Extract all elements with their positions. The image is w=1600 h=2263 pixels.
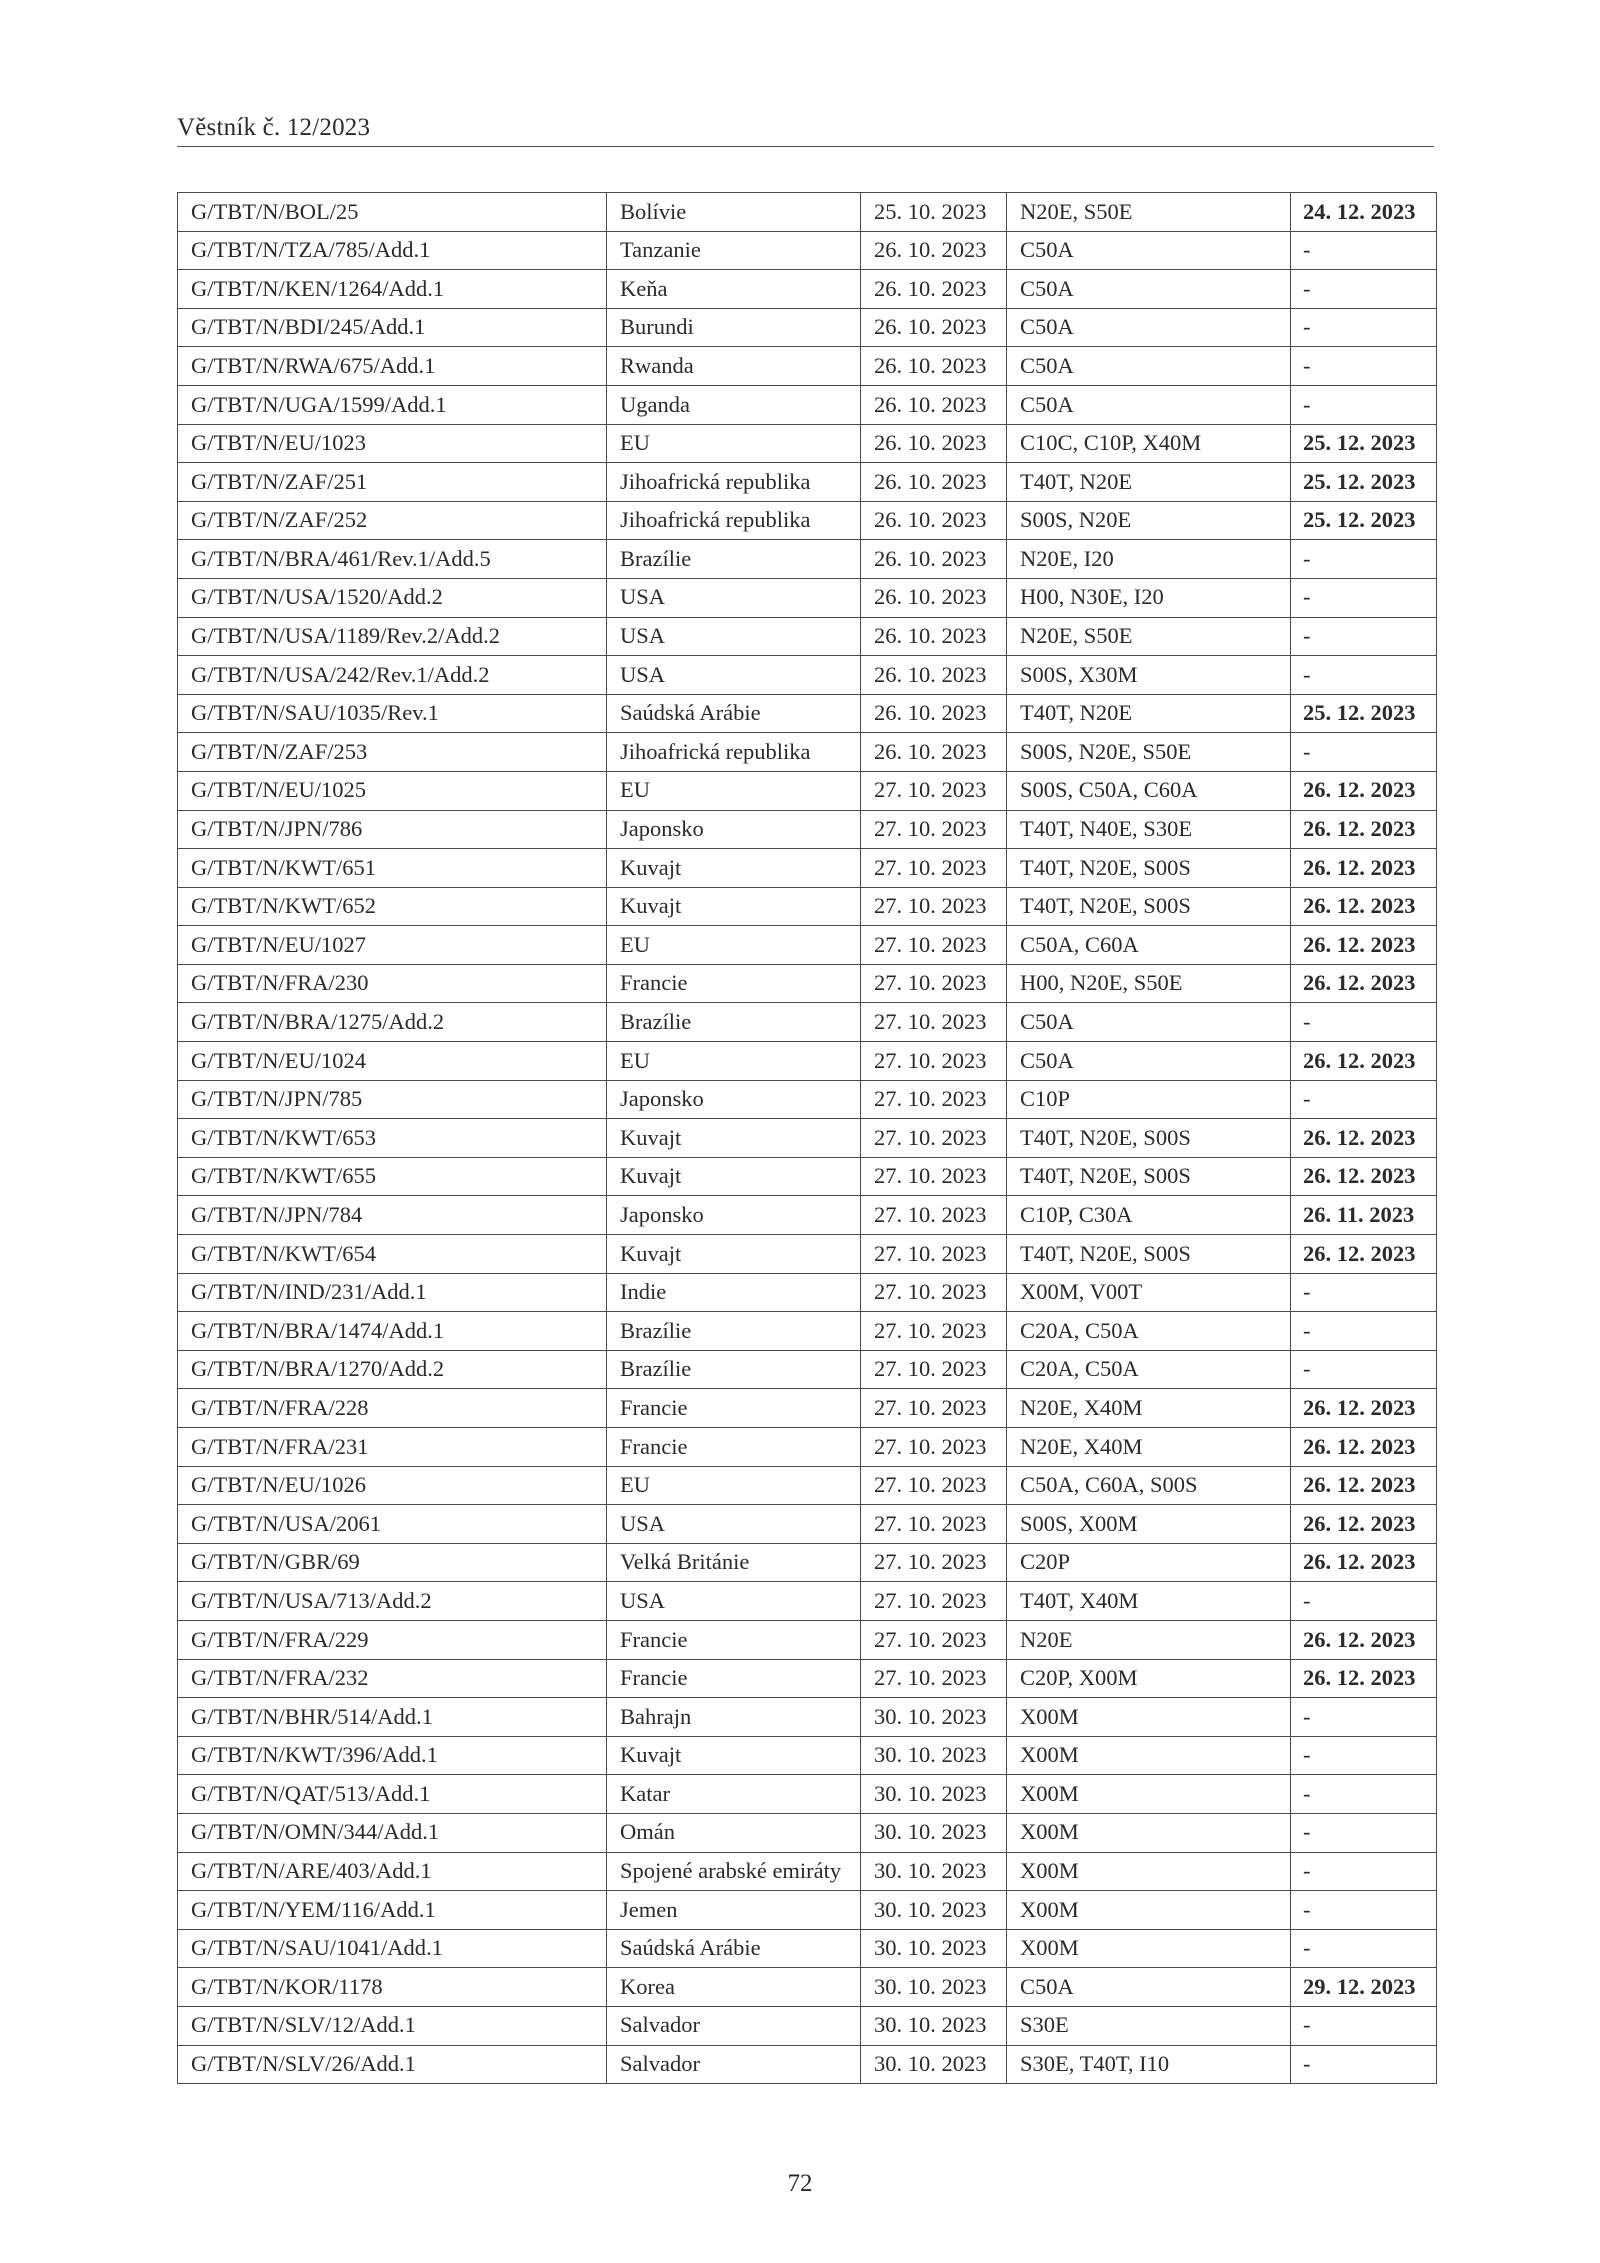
cell-document-symbol: G/TBT/N/ZAF/253 bbox=[178, 733, 607, 772]
cell-date: 26. 10. 2023 bbox=[861, 656, 1007, 695]
cell-comment-deadline: - bbox=[1291, 308, 1437, 347]
cell-member: Brazílie bbox=[607, 1003, 861, 1042]
cell-ics-codes: H00, N20E, S50E bbox=[1007, 964, 1291, 1003]
cell-comment-deadline: 26. 12. 2023 bbox=[1291, 1505, 1437, 1544]
cell-member: EU bbox=[607, 424, 861, 463]
cell-date: 26. 10. 2023 bbox=[861, 308, 1007, 347]
cell-member: Francie bbox=[607, 1620, 861, 1659]
page-number: 72 bbox=[787, 2170, 813, 2197]
cell-comment-deadline: - bbox=[1291, 2045, 1437, 2084]
cell-ics-codes: C50A bbox=[1007, 1003, 1291, 1042]
cell-document-symbol: G/TBT/N/ARE/403/Add.1 bbox=[178, 1852, 607, 1891]
cell-date: 30. 10. 2023 bbox=[861, 1968, 1007, 2007]
cell-ics-codes: X00M bbox=[1007, 1736, 1291, 1775]
table-row bbox=[178, 964, 1437, 1003]
cell-ics-codes: N20E, X40M bbox=[1007, 1389, 1291, 1428]
cell-comment-deadline: 26. 12. 2023 bbox=[1291, 771, 1437, 810]
cell-member: Brazílie bbox=[607, 1350, 861, 1389]
cell-ics-codes: C20A, C50A bbox=[1007, 1312, 1291, 1351]
cell-member: Saúdská Arábie bbox=[607, 1929, 861, 1968]
cell-date: 27. 10. 2023 bbox=[861, 1003, 1007, 1042]
table-row bbox=[178, 810, 1437, 849]
cell-date: 30. 10. 2023 bbox=[861, 1698, 1007, 1737]
table-row bbox=[178, 501, 1437, 540]
table-row bbox=[178, 1042, 1437, 1081]
cell-document-symbol: G/TBT/N/UGA/1599/Add.1 bbox=[178, 385, 607, 424]
table-row bbox=[178, 231, 1437, 270]
cell-ics-codes: T40T, N20E bbox=[1007, 463, 1291, 502]
table-row bbox=[178, 1582, 1437, 1621]
table-row bbox=[178, 1312, 1437, 1351]
cell-date: 27. 10. 2023 bbox=[861, 1428, 1007, 1467]
cell-date: 27. 10. 2023 bbox=[861, 1273, 1007, 1312]
cell-ics-codes: N20E, S50E bbox=[1007, 193, 1291, 232]
cell-date: 27. 10. 2023 bbox=[861, 1389, 1007, 1428]
cell-date: 27. 10. 2023 bbox=[861, 964, 1007, 1003]
cell-member: Francie bbox=[607, 1428, 861, 1467]
cell-date: 26. 10. 2023 bbox=[861, 463, 1007, 502]
cell-date: 26. 10. 2023 bbox=[861, 231, 1007, 270]
cell-comment-deadline: 24. 12. 2023 bbox=[1291, 193, 1437, 232]
cell-document-symbol: G/TBT/N/FRA/231 bbox=[178, 1428, 607, 1467]
cell-comment-deadline: - bbox=[1291, 347, 1437, 386]
table-row bbox=[178, 1119, 1437, 1158]
cell-document-symbol: G/TBT/N/FRA/232 bbox=[178, 1659, 607, 1698]
table-row bbox=[178, 270, 1437, 309]
notification-table-body bbox=[178, 193, 1437, 2084]
cell-document-symbol: G/TBT/N/TZA/785/Add.1 bbox=[178, 231, 607, 270]
table-row bbox=[178, 1157, 1437, 1196]
cell-date: 26. 10. 2023 bbox=[861, 501, 1007, 540]
cell-comment-deadline: - bbox=[1291, 1929, 1437, 1968]
table-row bbox=[178, 1736, 1437, 1775]
cell-date: 26. 10. 2023 bbox=[861, 347, 1007, 386]
bulletin-title: Věstník č. 12/2023 bbox=[177, 114, 371, 141]
table-row bbox=[178, 1543, 1437, 1582]
table-row bbox=[178, 1080, 1437, 1119]
cell-date: 30. 10. 2023 bbox=[861, 1929, 1007, 1968]
cell-comment-deadline: - bbox=[1291, 1350, 1437, 1389]
cell-date: 26. 10. 2023 bbox=[861, 424, 1007, 463]
cell-comment-deadline: 29. 12. 2023 bbox=[1291, 1968, 1437, 2007]
cell-ics-codes: T40T, N20E, S00S bbox=[1007, 849, 1291, 888]
cell-comment-deadline: - bbox=[1291, 1775, 1437, 1814]
cell-document-symbol: G/TBT/N/BRA/1270/Add.2 bbox=[178, 1350, 607, 1389]
cell-document-symbol: G/TBT/N/KOR/1178 bbox=[178, 1968, 607, 2007]
cell-date: 27. 10. 2023 bbox=[861, 849, 1007, 888]
cell-date: 26. 10. 2023 bbox=[861, 540, 1007, 579]
cell-comment-deadline: 26. 12. 2023 bbox=[1291, 1157, 1437, 1196]
cell-document-symbol: G/TBT/N/KWT/396/Add.1 bbox=[178, 1736, 607, 1775]
cell-ics-codes: T40T, N20E, S00S bbox=[1007, 1119, 1291, 1158]
cell-member: Kuvajt bbox=[607, 1736, 861, 1775]
cell-document-symbol: G/TBT/N/SLV/12/Add.1 bbox=[178, 2006, 607, 2045]
table-row bbox=[178, 1505, 1437, 1544]
cell-comment-deadline: - bbox=[1291, 578, 1437, 617]
cell-comment-deadline: 26. 12. 2023 bbox=[1291, 1428, 1437, 1467]
table-row bbox=[178, 1698, 1437, 1737]
table-row bbox=[178, 1350, 1437, 1389]
cell-document-symbol: G/TBT/N/USA/242/Rev.1/Add.2 bbox=[178, 656, 607, 695]
table-row bbox=[178, 1775, 1437, 1814]
cell-ics-codes: S00S, N20E, S50E bbox=[1007, 733, 1291, 772]
cell-document-symbol: G/TBT/N/KWT/652 bbox=[178, 887, 607, 926]
cell-document-symbol: G/TBT/N/EU/1024 bbox=[178, 1042, 607, 1081]
cell-comment-deadline: 25. 12. 2023 bbox=[1291, 501, 1437, 540]
cell-document-symbol: G/TBT/N/JPN/784 bbox=[178, 1196, 607, 1235]
cell-date: 27. 10. 2023 bbox=[861, 1235, 1007, 1274]
cell-comment-deadline: - bbox=[1291, 1852, 1437, 1891]
cell-member: Kuvajt bbox=[607, 849, 861, 888]
cell-ics-codes: T40T, N20E, S00S bbox=[1007, 1235, 1291, 1274]
cell-ics-codes: C10P bbox=[1007, 1080, 1291, 1119]
cell-ics-codes: N20E bbox=[1007, 1620, 1291, 1659]
cell-date: 26. 10. 2023 bbox=[861, 578, 1007, 617]
cell-member: Kuvajt bbox=[607, 1119, 861, 1158]
table-row bbox=[178, 887, 1437, 926]
cell-document-symbol: G/TBT/N/BOL/25 bbox=[178, 193, 607, 232]
cell-member: Spojené arabské emiráty bbox=[607, 1852, 861, 1891]
cell-ics-codes: S00S, X00M bbox=[1007, 1505, 1291, 1544]
cell-comment-deadline: 26. 12. 2023 bbox=[1291, 887, 1437, 926]
cell-document-symbol: G/TBT/N/BHR/514/Add.1 bbox=[178, 1698, 607, 1737]
cell-date: 30. 10. 2023 bbox=[861, 1736, 1007, 1775]
cell-date: 27. 10. 2023 bbox=[861, 1042, 1007, 1081]
cell-comment-deadline: - bbox=[1291, 1891, 1437, 1930]
cell-date: 26. 10. 2023 bbox=[861, 694, 1007, 733]
cell-date: 27. 10. 2023 bbox=[861, 1543, 1007, 1582]
cell-ics-codes: S30E, T40T, I10 bbox=[1007, 2045, 1291, 2084]
cell-ics-codes: N20E, S50E bbox=[1007, 617, 1291, 656]
cell-ics-codes: X00M, V00T bbox=[1007, 1273, 1291, 1312]
cell-member: USA bbox=[607, 617, 861, 656]
cell-ics-codes: C20P, X00M bbox=[1007, 1659, 1291, 1698]
cell-member: Salvador bbox=[607, 2006, 861, 2045]
table-row bbox=[178, 656, 1437, 695]
cell-member: Japonsko bbox=[607, 1196, 861, 1235]
cell-member: Kuvajt bbox=[607, 1235, 861, 1274]
table-row bbox=[178, 1273, 1437, 1312]
cell-ics-codes: C50A, C60A bbox=[1007, 926, 1291, 965]
cell-ics-codes: S30E bbox=[1007, 2006, 1291, 2045]
cell-member: Japonsko bbox=[607, 810, 861, 849]
cell-member: Omán bbox=[607, 1813, 861, 1852]
cell-ics-codes: C50A bbox=[1007, 347, 1291, 386]
table-row bbox=[178, 1659, 1437, 1698]
table-row bbox=[178, 1003, 1437, 1042]
cell-document-symbol: G/TBT/N/USA/713/Add.2 bbox=[178, 1582, 607, 1621]
cell-ics-codes: T40T, N20E, S00S bbox=[1007, 887, 1291, 926]
cell-member: EU bbox=[607, 1466, 861, 1505]
cell-date: 27. 10. 2023 bbox=[861, 1350, 1007, 1389]
table-row bbox=[178, 694, 1437, 733]
cell-ics-codes: C20P bbox=[1007, 1543, 1291, 1582]
cell-ics-codes: C10C, C10P, X40M bbox=[1007, 424, 1291, 463]
table-row bbox=[178, 578, 1437, 617]
cell-member: USA bbox=[607, 1505, 861, 1544]
cell-ics-codes: C50A bbox=[1007, 270, 1291, 309]
cell-ics-codes: C50A bbox=[1007, 308, 1291, 347]
cell-ics-codes: X00M bbox=[1007, 1813, 1291, 1852]
cell-date: 27. 10. 2023 bbox=[861, 926, 1007, 965]
cell-member: Tanzanie bbox=[607, 231, 861, 270]
cell-comment-deadline: - bbox=[1291, 1736, 1437, 1775]
cell-member: Velká Británie bbox=[607, 1543, 861, 1582]
table-row bbox=[178, 1852, 1437, 1891]
cell-ics-codes: X00M bbox=[1007, 1929, 1291, 1968]
cell-date: 27. 10. 2023 bbox=[861, 810, 1007, 849]
cell-member: Salvador bbox=[607, 2045, 861, 2084]
cell-member: Jemen bbox=[607, 1891, 861, 1930]
cell-member: Brazílie bbox=[607, 1312, 861, 1351]
table-row bbox=[178, 1235, 1437, 1274]
cell-date: 30. 10. 2023 bbox=[861, 1775, 1007, 1814]
cell-member: EU bbox=[607, 771, 861, 810]
cell-document-symbol: G/TBT/N/EU/1026 bbox=[178, 1466, 607, 1505]
cell-ics-codes: C10P, C30A bbox=[1007, 1196, 1291, 1235]
cell-comment-deadline: - bbox=[1291, 1582, 1437, 1621]
cell-document-symbol: G/TBT/N/IND/231/Add.1 bbox=[178, 1273, 607, 1312]
table-row bbox=[178, 849, 1437, 888]
cell-comment-deadline: - bbox=[1291, 656, 1437, 695]
cell-comment-deadline: 26. 12. 2023 bbox=[1291, 1042, 1437, 1081]
table-row bbox=[178, 385, 1437, 424]
cell-comment-deadline: 26. 12. 2023 bbox=[1291, 1466, 1437, 1505]
table-row bbox=[178, 193, 1437, 232]
cell-member: Jihoafrická republika bbox=[607, 733, 861, 772]
cell-comment-deadline: - bbox=[1291, 1273, 1437, 1312]
table-row bbox=[178, 1891, 1437, 1930]
cell-document-symbol: G/TBT/N/KWT/654 bbox=[178, 1235, 607, 1274]
cell-comment-deadline: 26. 12. 2023 bbox=[1291, 926, 1437, 965]
cell-comment-deadline: 25. 12. 2023 bbox=[1291, 463, 1437, 502]
cell-comment-deadline: 26. 11. 2023 bbox=[1291, 1196, 1437, 1235]
cell-member: USA bbox=[607, 656, 861, 695]
cell-comment-deadline: - bbox=[1291, 1080, 1437, 1119]
cell-document-symbol: G/TBT/N/RWA/675/Add.1 bbox=[178, 347, 607, 386]
cell-date: 27. 10. 2023 bbox=[861, 1582, 1007, 1621]
cell-comment-deadline: 26. 12. 2023 bbox=[1291, 1119, 1437, 1158]
cell-document-symbol: G/TBT/N/SAU/1041/Add.1 bbox=[178, 1929, 607, 1968]
cell-member: Katar bbox=[607, 1775, 861, 1814]
table-row bbox=[178, 540, 1437, 579]
cell-member: Korea bbox=[607, 1968, 861, 2007]
cell-date: 26. 10. 2023 bbox=[861, 733, 1007, 772]
cell-comment-deadline: - bbox=[1291, 1698, 1437, 1737]
cell-member: Kuvajt bbox=[607, 1157, 861, 1196]
cell-document-symbol: G/TBT/N/EU/1027 bbox=[178, 926, 607, 965]
table-row bbox=[178, 617, 1437, 656]
cell-comment-deadline: - bbox=[1291, 617, 1437, 656]
table-row bbox=[178, 1196, 1437, 1235]
cell-document-symbol: G/TBT/N/KWT/655 bbox=[178, 1157, 607, 1196]
notification-table bbox=[177, 192, 1437, 2084]
cell-comment-deadline: 26. 12. 2023 bbox=[1291, 1235, 1437, 1274]
cell-member: Keňa bbox=[607, 270, 861, 309]
table-row bbox=[178, 308, 1437, 347]
cell-member: Rwanda bbox=[607, 347, 861, 386]
cell-comment-deadline: - bbox=[1291, 733, 1437, 772]
cell-comment-deadline: 26. 12. 2023 bbox=[1291, 849, 1437, 888]
table-row bbox=[178, 2045, 1437, 2084]
cell-date: 26. 10. 2023 bbox=[861, 270, 1007, 309]
cell-date: 25. 10. 2023 bbox=[861, 193, 1007, 232]
table-row bbox=[178, 424, 1437, 463]
cell-member: Jihoafrická republika bbox=[607, 463, 861, 502]
cell-document-symbol: G/TBT/N/OMN/344/Add.1 bbox=[178, 1813, 607, 1852]
cell-ics-codes: C50A bbox=[1007, 1968, 1291, 2007]
cell-date: 27. 10. 2023 bbox=[861, 1505, 1007, 1544]
cell-ics-codes: N20E, I20 bbox=[1007, 540, 1291, 579]
cell-comment-deadline: - bbox=[1291, 1003, 1437, 1042]
table-row bbox=[178, 1466, 1437, 1505]
cell-document-symbol: G/TBT/N/SLV/26/Add.1 bbox=[178, 2045, 607, 2084]
cell-comment-deadline: - bbox=[1291, 2006, 1437, 2045]
cell-document-symbol: G/TBT/N/JPN/786 bbox=[178, 810, 607, 849]
cell-document-symbol: G/TBT/N/KWT/651 bbox=[178, 849, 607, 888]
cell-date: 26. 10. 2023 bbox=[861, 385, 1007, 424]
table-row bbox=[178, 1813, 1437, 1852]
cell-member: USA bbox=[607, 1582, 861, 1621]
cell-document-symbol: G/TBT/N/BDI/245/Add.1 bbox=[178, 308, 607, 347]
cell-document-symbol: G/TBT/N/USA/1520/Add.2 bbox=[178, 578, 607, 617]
cell-date: 27. 10. 2023 bbox=[861, 1080, 1007, 1119]
cell-ics-codes: C50A bbox=[1007, 385, 1291, 424]
cell-date: 26. 10. 2023 bbox=[861, 617, 1007, 656]
cell-member: EU bbox=[607, 1042, 861, 1081]
cell-ics-codes: C50A, C60A, S00S bbox=[1007, 1466, 1291, 1505]
cell-date: 27. 10. 2023 bbox=[861, 1620, 1007, 1659]
cell-document-symbol: G/TBT/N/ZAF/251 bbox=[178, 463, 607, 502]
cell-document-symbol: G/TBT/N/YEM/116/Add.1 bbox=[178, 1891, 607, 1930]
cell-ics-codes: C20A, C50A bbox=[1007, 1350, 1291, 1389]
cell-document-symbol: G/TBT/N/EU/1025 bbox=[178, 771, 607, 810]
cell-date: 27. 10. 2023 bbox=[861, 1119, 1007, 1158]
table-row bbox=[178, 733, 1437, 772]
cell-document-symbol: G/TBT/N/KWT/653 bbox=[178, 1119, 607, 1158]
cell-ics-codes: X00M bbox=[1007, 1891, 1291, 1930]
cell-document-symbol: G/TBT/N/GBR/69 bbox=[178, 1543, 607, 1582]
table-row bbox=[178, 1929, 1437, 1968]
cell-comment-deadline: 26. 12. 2023 bbox=[1291, 810, 1437, 849]
cell-member: Indie bbox=[607, 1273, 861, 1312]
cell-date: 27. 10. 2023 bbox=[861, 1196, 1007, 1235]
cell-document-symbol: G/TBT/N/FRA/229 bbox=[178, 1620, 607, 1659]
cell-document-symbol: G/TBT/N/FRA/230 bbox=[178, 964, 607, 1003]
cell-comment-deadline: 26. 12. 2023 bbox=[1291, 1389, 1437, 1428]
table-row bbox=[178, 1968, 1437, 2007]
cell-member: Saúdská Arábie bbox=[607, 694, 861, 733]
cell-member: Jihoafrická republika bbox=[607, 501, 861, 540]
cell-member: Japonsko bbox=[607, 1080, 861, 1119]
table-row bbox=[178, 771, 1437, 810]
cell-member: Bahrajn bbox=[607, 1698, 861, 1737]
cell-ics-codes: S00S, X30M bbox=[1007, 656, 1291, 695]
cell-date: 27. 10. 2023 bbox=[861, 887, 1007, 926]
cell-ics-codes: T40T, X40M bbox=[1007, 1582, 1291, 1621]
cell-ics-codes: C50A bbox=[1007, 231, 1291, 270]
cell-member: Francie bbox=[607, 964, 861, 1003]
cell-date: 27. 10. 2023 bbox=[861, 1312, 1007, 1351]
cell-document-symbol: G/TBT/N/JPN/785 bbox=[178, 1080, 607, 1119]
cell-date: 30. 10. 2023 bbox=[861, 2006, 1007, 2045]
cell-member: Francie bbox=[607, 1389, 861, 1428]
page-header bbox=[177, 108, 1434, 147]
table-row bbox=[178, 1389, 1437, 1428]
cell-document-symbol: G/TBT/N/KEN/1264/Add.1 bbox=[178, 270, 607, 309]
cell-document-symbol: G/TBT/N/USA/2061 bbox=[178, 1505, 607, 1544]
cell-member: Kuvajt bbox=[607, 887, 861, 926]
cell-comment-deadline: - bbox=[1291, 270, 1437, 309]
cell-ics-codes: T40T, N20E bbox=[1007, 694, 1291, 733]
cell-document-symbol: G/TBT/N/SAU/1035/Rev.1 bbox=[178, 694, 607, 733]
cell-document-symbol: G/TBT/N/FRA/228 bbox=[178, 1389, 607, 1428]
cell-document-symbol: G/TBT/N/EU/1023 bbox=[178, 424, 607, 463]
cell-document-symbol: G/TBT/N/QAT/513/Add.1 bbox=[178, 1775, 607, 1814]
cell-member: Francie bbox=[607, 1659, 861, 1698]
cell-date: 27. 10. 2023 bbox=[861, 771, 1007, 810]
table-row bbox=[178, 347, 1437, 386]
cell-ics-codes: S00S, N20E bbox=[1007, 501, 1291, 540]
cell-member: Brazílie bbox=[607, 540, 861, 579]
cell-ics-codes: T40T, N20E, S00S bbox=[1007, 1157, 1291, 1196]
cell-ics-codes: H00, N30E, I20 bbox=[1007, 578, 1291, 617]
cell-comment-deadline: - bbox=[1291, 1813, 1437, 1852]
cell-comment-deadline: 26. 12. 2023 bbox=[1291, 1659, 1437, 1698]
cell-date: 27. 10. 2023 bbox=[861, 1157, 1007, 1196]
cell-date: 30. 10. 2023 bbox=[861, 2045, 1007, 2084]
cell-ics-codes: N20E, X40M bbox=[1007, 1428, 1291, 1467]
cell-comment-deadline: 25. 12. 2023 bbox=[1291, 424, 1437, 463]
table-row bbox=[178, 1428, 1437, 1467]
cell-ics-codes: S00S, C50A, C60A bbox=[1007, 771, 1291, 810]
cell-ics-codes: X00M bbox=[1007, 1698, 1291, 1737]
table-row bbox=[178, 1620, 1437, 1659]
cell-document-symbol: G/TBT/N/USA/1189/Rev.2/Add.2 bbox=[178, 617, 607, 656]
cell-comment-deadline: - bbox=[1291, 1312, 1437, 1351]
table-row bbox=[178, 2006, 1437, 2045]
cell-date: 30. 10. 2023 bbox=[861, 1852, 1007, 1891]
cell-member: Bolívie bbox=[607, 193, 861, 232]
cell-comment-deadline: 26. 12. 2023 bbox=[1291, 1543, 1437, 1582]
cell-date: 30. 10. 2023 bbox=[861, 1891, 1007, 1930]
cell-date: 30. 10. 2023 bbox=[861, 1813, 1007, 1852]
cell-document-symbol: G/TBT/N/ZAF/252 bbox=[178, 501, 607, 540]
cell-date: 27. 10. 2023 bbox=[861, 1659, 1007, 1698]
cell-member: USA bbox=[607, 578, 861, 617]
cell-document-symbol: G/TBT/N/BRA/461/Rev.1/Add.5 bbox=[178, 540, 607, 579]
table-row bbox=[178, 463, 1437, 502]
cell-comment-deadline: 26. 12. 2023 bbox=[1291, 964, 1437, 1003]
cell-document-symbol: G/TBT/N/BRA/1474/Add.1 bbox=[178, 1312, 607, 1351]
cell-comment-deadline: 25. 12. 2023 bbox=[1291, 694, 1437, 733]
cell-member: EU bbox=[607, 926, 861, 965]
cell-member: Uganda bbox=[607, 385, 861, 424]
cell-ics-codes: C50A bbox=[1007, 1042, 1291, 1081]
cell-date: 27. 10. 2023 bbox=[861, 1466, 1007, 1505]
cell-member: Burundi bbox=[607, 308, 861, 347]
cell-comment-deadline: - bbox=[1291, 231, 1437, 270]
cell-ics-codes: T40T, N40E, S30E bbox=[1007, 810, 1291, 849]
table-row bbox=[178, 926, 1437, 965]
cell-comment-deadline: - bbox=[1291, 540, 1437, 579]
cell-document-symbol: G/TBT/N/BRA/1275/Add.2 bbox=[178, 1003, 607, 1042]
cell-comment-deadline: - bbox=[1291, 385, 1437, 424]
cell-ics-codes: X00M bbox=[1007, 1775, 1291, 1814]
cell-comment-deadline: 26. 12. 2023 bbox=[1291, 1620, 1437, 1659]
cell-ics-codes: X00M bbox=[1007, 1852, 1291, 1891]
